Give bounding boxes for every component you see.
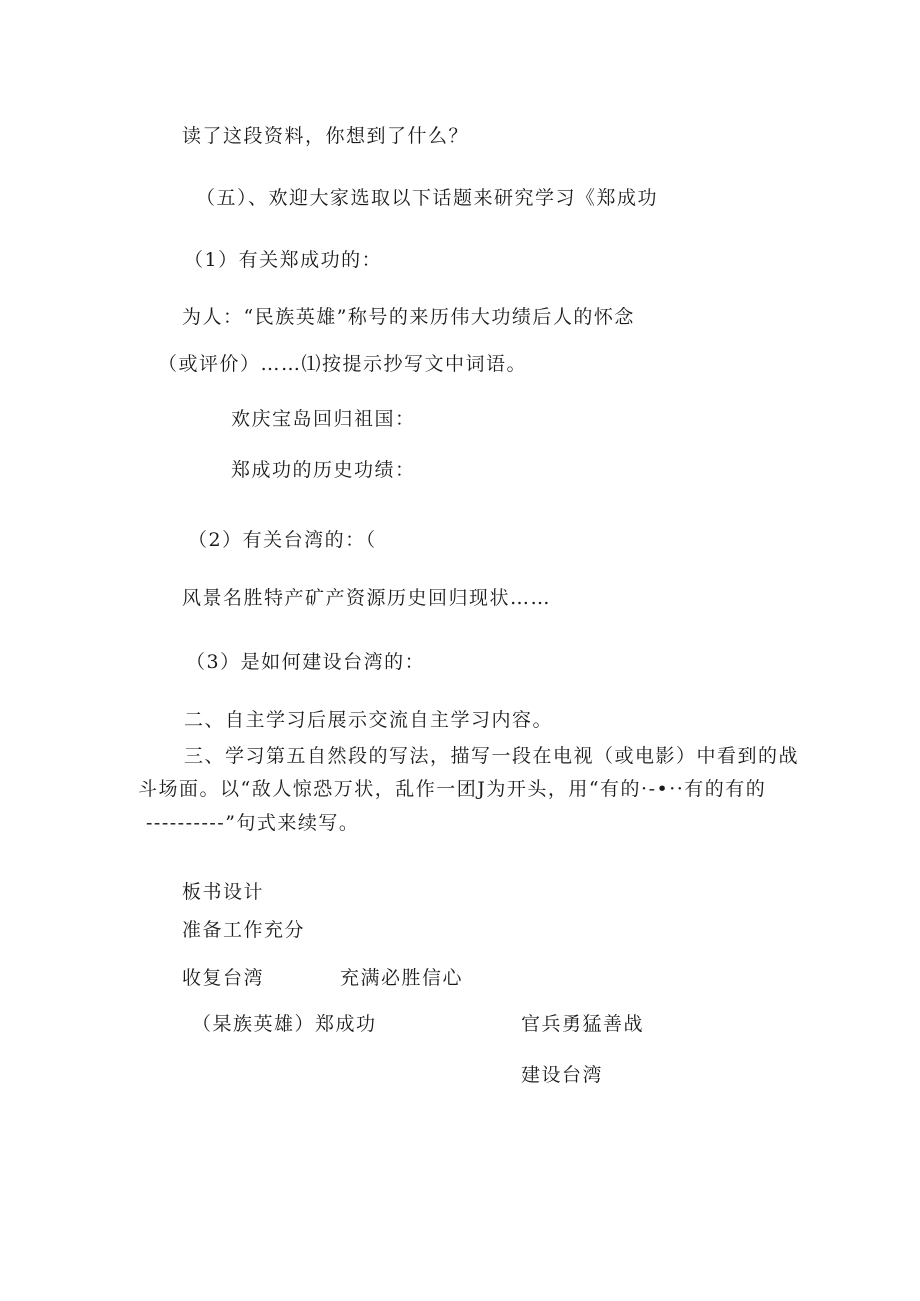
- board-item-build: 建设台湾: [521, 1064, 604, 1086]
- board-item-recover: 收复台湾: [182, 967, 265, 989]
- copy-words-item-1: 欢庆宝岛回归祖国：: [231, 408, 416, 430]
- step-three: 三、学习第五自然段的写法，描写一段在电视（或电影）中看到的战: [184, 745, 800, 767]
- topic-2-heading: （2）有关台湾的：（: [188, 529, 377, 551]
- topic-1-detail-cont: （或评价）……⑴按提示抄写文中词语。: [158, 353, 528, 375]
- section-five-heading: （五）、欢迎大家选取以下话题来研究学习《郑成功: [196, 187, 659, 209]
- board-item-confidence: 充满必胜信心: [340, 967, 464, 989]
- step-two: 二、自主学习后展示交流自主学习内容。: [184, 709, 554, 731]
- paragraph-question: 读了这段资料，你想到了什么？: [182, 125, 470, 147]
- board-item-prepare: 准备工作充分: [182, 919, 306, 941]
- step-three-cont: 斗场面。以“敌人惊恐万状，乱作一团J为开头，用“有的·-•··有的有的: [138, 778, 767, 800]
- board-item-soldiers: 官兵勇猛善战: [521, 1013, 645, 1035]
- topic-1-heading: （1）有关郑成功的：: [184, 249, 383, 271]
- copy-words-item-2: 郑成功的历史功绩：: [231, 459, 416, 481]
- topic-2-detail: 风景名胜特产矿产资源历史回归现状……: [182, 587, 552, 609]
- topic-3-heading: （3）是如何建设台湾的：: [186, 651, 426, 673]
- board-item-hero: （杲族英雄）郑成功: [192, 1013, 377, 1035]
- topic-1-detail: 为人：“民族英雄”称号的来历伟大功绩后人的怀念: [182, 306, 635, 328]
- step-three-end: ----------”句式来续写。: [146, 812, 360, 834]
- board-design-title: 板书设计: [182, 881, 265, 903]
